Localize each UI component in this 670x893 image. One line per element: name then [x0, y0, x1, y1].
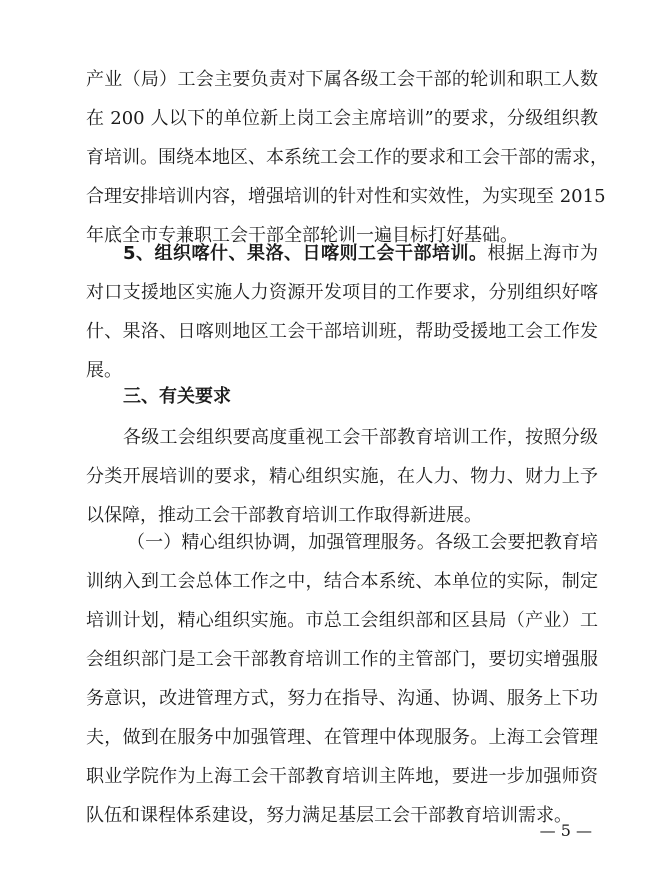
text-line: 队伍和课程体系建设，努力满足基层工会干部教育培训需求。: [86, 805, 572, 826]
paragraph-continued: [86, 60, 608, 255]
text-line: 训纳入到工会总体工作之中，结合本系统、本单位的实际，制定: [86, 571, 598, 592]
text-line: 年底全市专兼职工会干部全部轮训一遍目标打好基础。: [86, 225, 518, 246]
text-line: （一）精心组织协调，加强管理服务。各级工会要把教育培: [127, 532, 598, 553]
section-3-heading: 三、有关要求: [123, 386, 231, 407]
text-line: 职业学院作为上海工会干部教育培训主阵地，要进一步加强师资: [86, 766, 598, 787]
subsection-1-paragraph: [86, 523, 598, 835]
text-line: 培训计划，精心组织实施。市总工会组织部和区县局（产业）工: [86, 610, 598, 631]
text-line: 各级工会组织要高度重视工会干部教育培训工作，按照分级: [123, 427, 598, 448]
text-line: 务意识，改进管理方式，努力在指导、沟通、协调、服务上下功: [86, 688, 598, 709]
text-line: 育培训。围绕本地区、本系统工会工作的要求和工会干部的需求，: [86, 147, 608, 168]
text-line: 以保障，推动工会干部教育培训工作取得新进展。: [86, 505, 482, 526]
text-line: 分类开展培训的要求，精心组织实施，在人力、物力、财力上予: [86, 466, 598, 487]
item-5-text: 根据上海市为: [487, 243, 598, 264]
page-number: — 5 —: [539, 821, 592, 840]
item-5-paragraph: [86, 234, 598, 390]
text-line: [86, 234, 598, 273]
text-line: 合理安排培训内容，增强培训的针对性和实效性，为实现至 2015: [86, 186, 606, 207]
text-line: 在 200 人以下的单位新上岗工会主席培训”的要求，分级组织教: [86, 108, 598, 129]
text-line: 会组织部门是工会干部教育培训工作的主管部门，要切实增强服: [86, 649, 598, 670]
text-line: 对口支援地区实施人力资源开发项目的工作要求，分别组织好喀: [86, 282, 598, 303]
requirements-paragraph: [86, 418, 598, 535]
text-line: 夫，做到在服务中加强管理、在管理中体现服务。上海工会管理: [86, 727, 598, 748]
text-line: 产业（局）工会主要负责对下属各级工会干部的轮训和职工人数: [86, 69, 598, 90]
text-line: 什、果洛、日喀则地区工会干部培训班，帮助受援地工会工作发: [86, 321, 598, 342]
item-5-heading: 5、组织喀什、果洛、日喀则工会干部培训。: [123, 243, 488, 264]
text-line: 展。: [86, 360, 122, 381]
